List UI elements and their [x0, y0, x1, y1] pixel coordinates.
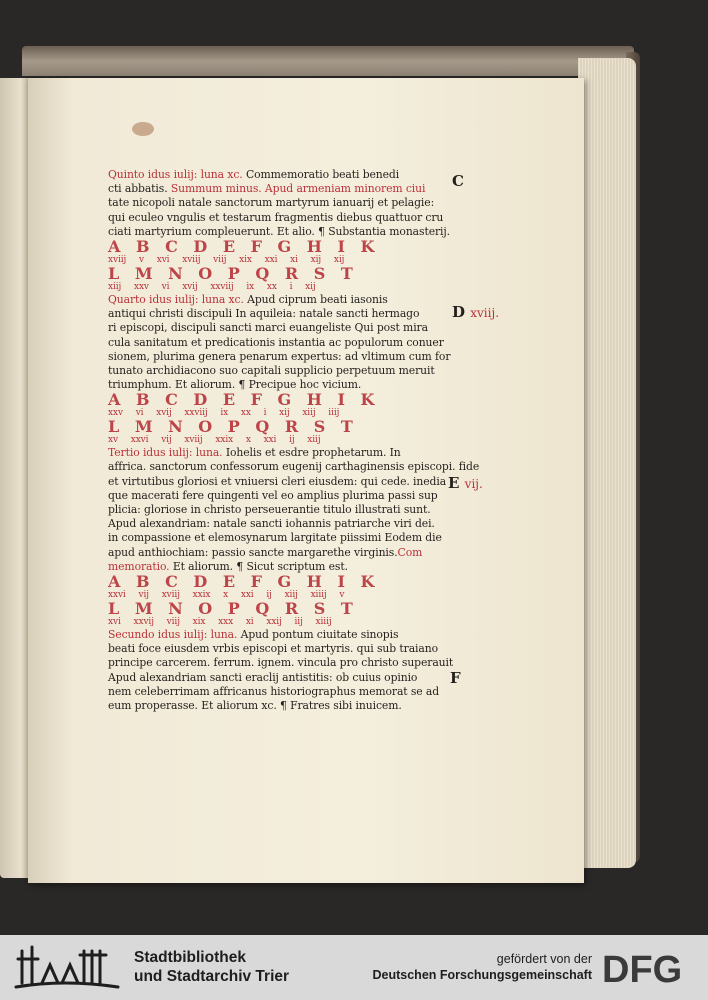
- margin-number: vij.: [464, 477, 483, 491]
- letter-row: L M N O P Q R S T: [108, 263, 358, 283]
- text-line: [108, 503, 431, 517]
- book-top-edge: [22, 46, 634, 76]
- margin-number: xviij.: [470, 306, 500, 320]
- text: Iohelis et esdre prophetarum. In: [222, 446, 401, 460]
- text-line: [108, 293, 428, 307]
- stadtbibliothek-logo-icon: [14, 943, 124, 993]
- text-line: [108, 168, 428, 182]
- rubric: memoratio.: [108, 559, 170, 573]
- number-row: xviij v xvi xviij viij xix xxi xi xij xij: [108, 254, 345, 265]
- text: antiqui christi discipuli In aquileia: natale sancti hermago: [108, 307, 420, 321]
- text-line: [108, 684, 440, 699]
- text: cula sanitatum et predicationis instantia ac populorum conuer: [108, 335, 444, 349]
- number-row: xxv vi xvij xxviij ix xx i xij xiij iiij: [108, 408, 340, 419]
- text-line: [108, 671, 428, 685]
- text: Et aliorum. ¶ Sicut scriptum est.: [169, 559, 348, 573]
- funding-line-1: gefördert von der: [496, 952, 592, 966]
- text-line: [108, 196, 435, 210]
- text: nem celeberrimam affricanus historiographus memorat se ad: [108, 684, 440, 698]
- letter-row: A B C D E F G H I K: [108, 390, 380, 410]
- text: Apud ciprum beati iasonis: [243, 292, 388, 306]
- text-line: [108, 699, 428, 713]
- funding-line-2: Deutschen Forschungsgemeinschaft: [372, 968, 592, 982]
- page-stain: [132, 122, 154, 136]
- text: tate nicopoli natale sanctorum martyrum ianuarij et pelagie:: [108, 196, 435, 210]
- rubric: Tertio idus iulij: luna.: [108, 446, 223, 460]
- text: cti abbatis.: [108, 182, 168, 196]
- dfg-logo-icon: [600, 948, 698, 991]
- text-line: [108, 335, 444, 350]
- left-page-edge: [0, 78, 30, 878]
- dfg-logo-text: DFG: [602, 949, 683, 991]
- text-line: [108, 363, 435, 378]
- text: tunato archidiacono suo capitali supplicio perpetuum meruit: [108, 363, 435, 377]
- text: plicia: gloriose in christo perseuerantie titulo illustrati sunt.: [108, 503, 431, 516]
- text: Commemoratio beati benedi: [242, 168, 400, 181]
- number-row: xiij xxv vi xvij xxviij ix xx i xij: [108, 281, 316, 292]
- margin-letter-f: [450, 669, 461, 687]
- margin-letter: E: [448, 474, 460, 492]
- text: Apud alexandriam sancti eraclij antistitis: ob cuius opinio: [108, 670, 418, 684]
- rubric: Quinto idus iulij: luna xc.: [108, 168, 243, 181]
- library-line-2: und Stadtarchiv Trier: [134, 968, 290, 985]
- rubric: Summum minus. Apud armeniam minorem ciui: [167, 182, 426, 196]
- margin-letter: D: [452, 303, 466, 321]
- text-line: [108, 460, 480, 474]
- text-line: [108, 517, 435, 531]
- text: que macerati fere quingenti vel eo amplius plurima passi sup: [108, 488, 438, 502]
- letter-row: A B C D E F G H I K: [108, 571, 380, 591]
- margin-letter: C: [452, 172, 464, 190]
- text: principe carcerem. ferrum. ignem. vincula pro christo superauit: [108, 656, 454, 670]
- letter-row: A B C D E F G H I K: [108, 236, 380, 256]
- text: in compassione et elemosynarum largitate piissimi Eodem die: [108, 531, 442, 545]
- number-row: xvi xxvij viij xix xxx xi xxij iij xiiij: [108, 616, 332, 627]
- number-row: xv xxvi vij xviij xxix x xxi ij xiij: [108, 435, 321, 446]
- text: ri episcopi, discipuli sancti marci euangeliste Qui post mira: [108, 321, 428, 335]
- text-line: [108, 656, 454, 670]
- text: affrica. sanctorum confessorum eugenij carthaginensis episcopi. fide: [108, 460, 480, 474]
- letter-row: L M N O P Q R S T: [108, 417, 358, 437]
- text: beati foce eiusdem vrbis episcopi et martyris. qui sub traiano: [108, 642, 438, 656]
- text-line: [108, 474, 447, 489]
- text: Apud alexandriam: natale sancti iohannis patriarche viri dei.: [108, 517, 435, 531]
- page-stack-edge: [578, 58, 636, 868]
- rubric: Secundo idus iulij: luna.: [108, 627, 238, 641]
- rubric: Com: [397, 545, 423, 559]
- text: qui eculeo vngulis et testarum fragmentis diebus quattuor cru: [108, 210, 444, 224]
- text: apud anthiochiam: passio sancte margarethe virginis.: [108, 545, 398, 559]
- text-line: [108, 628, 428, 642]
- number-row: xxvi vij xviij xxix x xxi ij xiij xiiij v: [108, 589, 345, 600]
- text: eum properasse. Et aliorum xc. ¶ Fratres sibi inuicem.: [108, 698, 402, 712]
- text: et virtutibus gloriosi et vniuersi cleri eiusdem: qui cede. inedia: [108, 474, 447, 488]
- text: ciati martyrium compleuerunt. Et alio. ¶ Substantia monasterij.: [108, 224, 450, 238]
- text-line: [108, 531, 442, 545]
- margin-letter-e: [448, 474, 483, 492]
- letter-row: L M N O P Q R S T: [108, 598, 358, 618]
- text-line: [108, 321, 428, 335]
- funding-notice: [373, 951, 593, 983]
- margin-letter: F: [450, 669, 461, 687]
- text-line: [108, 307, 428, 321]
- text-line: [108, 488, 438, 503]
- text-line: [108, 446, 428, 460]
- text: triumphum. Et aliorum. ¶ Precipue hoc vicium.: [108, 378, 362, 392]
- library-name: [134, 948, 289, 986]
- text: Apud pontum ciuitate sinopis: [237, 627, 399, 641]
- text-block: [108, 168, 480, 713]
- text-line: [108, 546, 428, 560]
- text-line: [108, 642, 438, 656]
- text-line: [108, 210, 444, 225]
- text: sionem, plurima genera penarum expertus: ad vltimum cum for: [108, 349, 451, 363]
- rubric: Quarto idus iulij: luna xc.: [108, 292, 244, 306]
- text-line: [108, 182, 428, 196]
- margin-letter-d: [452, 303, 499, 321]
- text-line: [108, 349, 451, 364]
- margin-letter-c: [452, 172, 464, 190]
- library-line-1: Stadtbibliothek: [134, 949, 246, 966]
- footer-bar: [0, 935, 708, 1000]
